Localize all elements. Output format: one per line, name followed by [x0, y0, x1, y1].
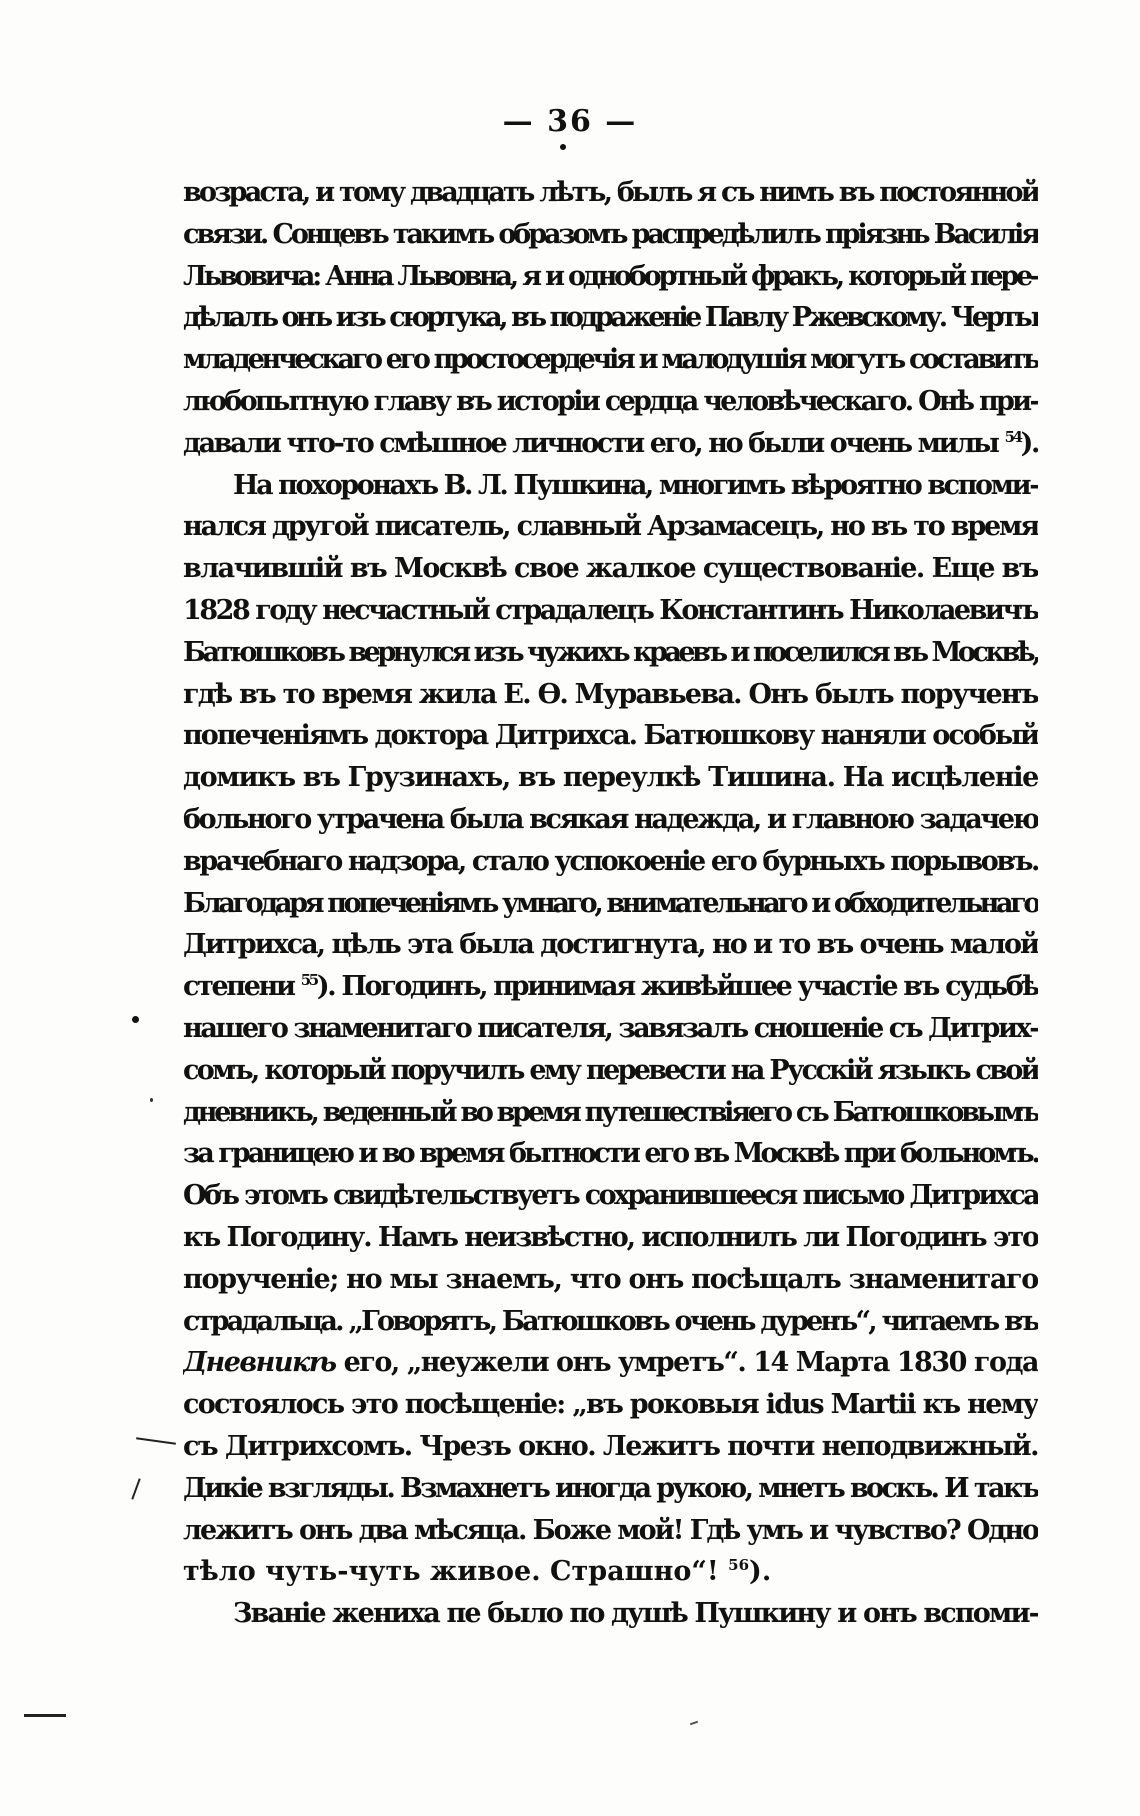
- text-line: [183, 674, 1038, 716]
- page-number: — 36 —: [502, 104, 638, 139]
- text-segment: возраста, и тому двадцать лѣтъ, былъ я съ нимъ въ постоянной: [183, 177, 1038, 208]
- text-line: [183, 841, 1038, 883]
- text-segment: любопытную главу въ исторіи сердца человѣческаго. Онѣ при-: [183, 385, 1038, 417]
- text-line: [183, 799, 1038, 841]
- footnote-marker: 56: [728, 1556, 750, 1575]
- text-segment: попеченіямъ доктора Дитрихса. Батюшкову наняли особый: [183, 720, 1038, 752]
- text-segment: Объ этомъ свидѣтельствуетъ сохранившееся письмо Дитрихса: [183, 1180, 1038, 1212]
- text-line: [183, 1593, 1038, 1635]
- text-line: [183, 1384, 1038, 1426]
- text-segment: нался другой писатель, славный Арзамасецъ, но въ то время: [183, 511, 1038, 543]
- body-text: [183, 172, 1038, 1635]
- bottom-speck: [690, 1721, 698, 1726]
- text-segment: Львовича: Анна Львовна, я и однобортный фракъ, который пере-: [183, 260, 1038, 292]
- text-segment: Званіе жениха пе было по душѣ Пушкину и онъ вспоми-: [233, 1598, 1038, 1630]
- text-line: [183, 1175, 1038, 1217]
- text-segment: гдѣ въ то время жила Е. Ѳ. Муравьева. Онъ былъ порученъ: [183, 678, 1038, 710]
- text-line: [183, 506, 1038, 548]
- text-segment: тѣло чуть-чуть живое. Страшно“!: [183, 1556, 729, 1588]
- text-segment: Благодаря попеченіямъ умнаго, внимательнаго и обходительнаго: [183, 887, 1038, 919]
- text-line: [183, 1217, 1038, 1259]
- text-line: [183, 1133, 1038, 1175]
- text-segment: къ Погодину. Намъ неизвѣстно, исполнилъ ли Погодинъ это: [183, 1221, 1038, 1253]
- text-line: [183, 924, 1038, 966]
- footnote-marker: 55: [300, 971, 317, 990]
- text-line: [183, 1510, 1038, 1552]
- text-line: [183, 465, 1038, 507]
- text-segment: нашего знаменитаго писателя, завязалъ сношеніе съ Дитрих-: [183, 1012, 1038, 1044]
- italic-text: Дневникѣ: [183, 1347, 336, 1379]
- bottom-margin-rule: [24, 1714, 66, 1717]
- text-line: [183, 1551, 1038, 1593]
- text-segment: за границею и во время бытности его въ Москвѣ при больномъ.: [183, 1138, 1038, 1170]
- text-line: [183, 757, 1038, 799]
- text-segment: съ Дитрихсомъ. Чрезъ окно. Лежитъ почти неподвижный.: [183, 1430, 1038, 1462]
- text-line: [183, 1342, 1038, 1384]
- text-segment: дневникъ, веденный во время путешествіяего съ Батюшковымъ: [183, 1096, 1038, 1128]
- text-segment: степени: [183, 971, 301, 1003]
- text-segment: состоялось это посѣщеніе: „въ роковыя idus Martii къ нему: [183, 1389, 1038, 1421]
- margin-slash-mark: [131, 1478, 140, 1499]
- text-segment: ). Погодинъ, принимая живѣйшее участіе въ судьбѣ: [316, 971, 1038, 1003]
- text-line: [183, 1092, 1038, 1134]
- margin-dot: [132, 1016, 139, 1023]
- text-segment: Батюшковъ вернулся изъ чужихъ краевъ и поселился въ Москвѣ,: [183, 636, 1038, 668]
- text-segment: больного утрачена была всякая надежда, и главною задачею: [183, 803, 1038, 835]
- text-segment: страдальца. „Говорятъ, Батюшковъ очень дуренъ“, читаемъ въ: [183, 1305, 1038, 1337]
- text-line: [183, 172, 1038, 214]
- text-segment: домикъ въ Грузинахъ, въ переулкѣ Тишина. На исцѣленіе: [183, 762, 1038, 794]
- text-line: [183, 214, 1038, 256]
- text-segment: ).: [1020, 427, 1038, 459]
- text-line: [183, 339, 1038, 381]
- text-line: [183, 1468, 1038, 1510]
- text-line: [183, 423, 1038, 465]
- text-segment: влачившій въ Москвѣ свое жалкое существованіе. Еще въ: [183, 553, 1038, 585]
- text-segment: его, „неужели онъ умретъ“. 14 Марта 1830 года: [335, 1347, 1038, 1379]
- text-line: [183, 297, 1038, 339]
- text-line: [183, 1259, 1038, 1301]
- text-segment: связи. Сонцевъ такимъ образомъ распредѣлилъ пріязнь Василія: [183, 218, 1038, 250]
- text-line: [183, 548, 1038, 590]
- text-line: [183, 632, 1038, 674]
- text-segment: Дитрихса, цѣль эта была достигнута, но и то въ очень малой: [183, 929, 1038, 961]
- text-line: [183, 590, 1038, 632]
- text-line: [183, 1301, 1038, 1343]
- text-line: [183, 1426, 1038, 1468]
- text-line: [183, 1008, 1038, 1050]
- text-line: [183, 715, 1038, 757]
- text-segment: младенческаго его простосердечія и малодушія могутъ составить: [183, 344, 1038, 376]
- margin-dash-mark: [136, 1437, 176, 1445]
- text-segment: сомъ, который поручилъ ему перевести на Русскій языкъ свой: [183, 1054, 1038, 1086]
- ink-dot: [560, 144, 566, 150]
- text-segment: врачебнаго надзора, стало успокоеніе его бурныхъ порывовъ.: [183, 845, 1038, 877]
- text-line: [183, 883, 1038, 925]
- text-line: [183, 256, 1038, 298]
- text-segment: Дикіе взгляды. Взмахнетъ иногда рукою, мнетъ воскъ. И такъ: [183, 1472, 1038, 1504]
- text-segment: 1828 году несчастный страдалецъ Константинъ Николаевичъ: [183, 594, 1038, 626]
- text-segment: На похоронахъ В. Л. Пушкина, многимъ вѣроятно вспоми-: [233, 469, 1038, 501]
- margin-speck: [150, 1098, 153, 1102]
- text-segment: дѣлалъ онъ изъ сюртука, въ подраженіе Павлу Ржевскому. Черты: [183, 302, 1038, 334]
- text-segment: ).: [749, 1556, 772, 1588]
- text-segment: давали что-то смѣшное личности его, но были очень милы: [183, 427, 1005, 459]
- text-segment: лежитъ онъ два мѣсяца. Боже мой! Гдѣ умъ и чувство? Одно: [183, 1514, 1038, 1546]
- footnote-marker: 54: [1004, 427, 1021, 446]
- text-line: [183, 966, 1038, 1008]
- text-line: [183, 1050, 1038, 1092]
- text-line: [183, 381, 1038, 423]
- text-segment: порученіе; но мы знаемъ, что онъ посѣщалъ знаменитаго: [183, 1263, 1038, 1295]
